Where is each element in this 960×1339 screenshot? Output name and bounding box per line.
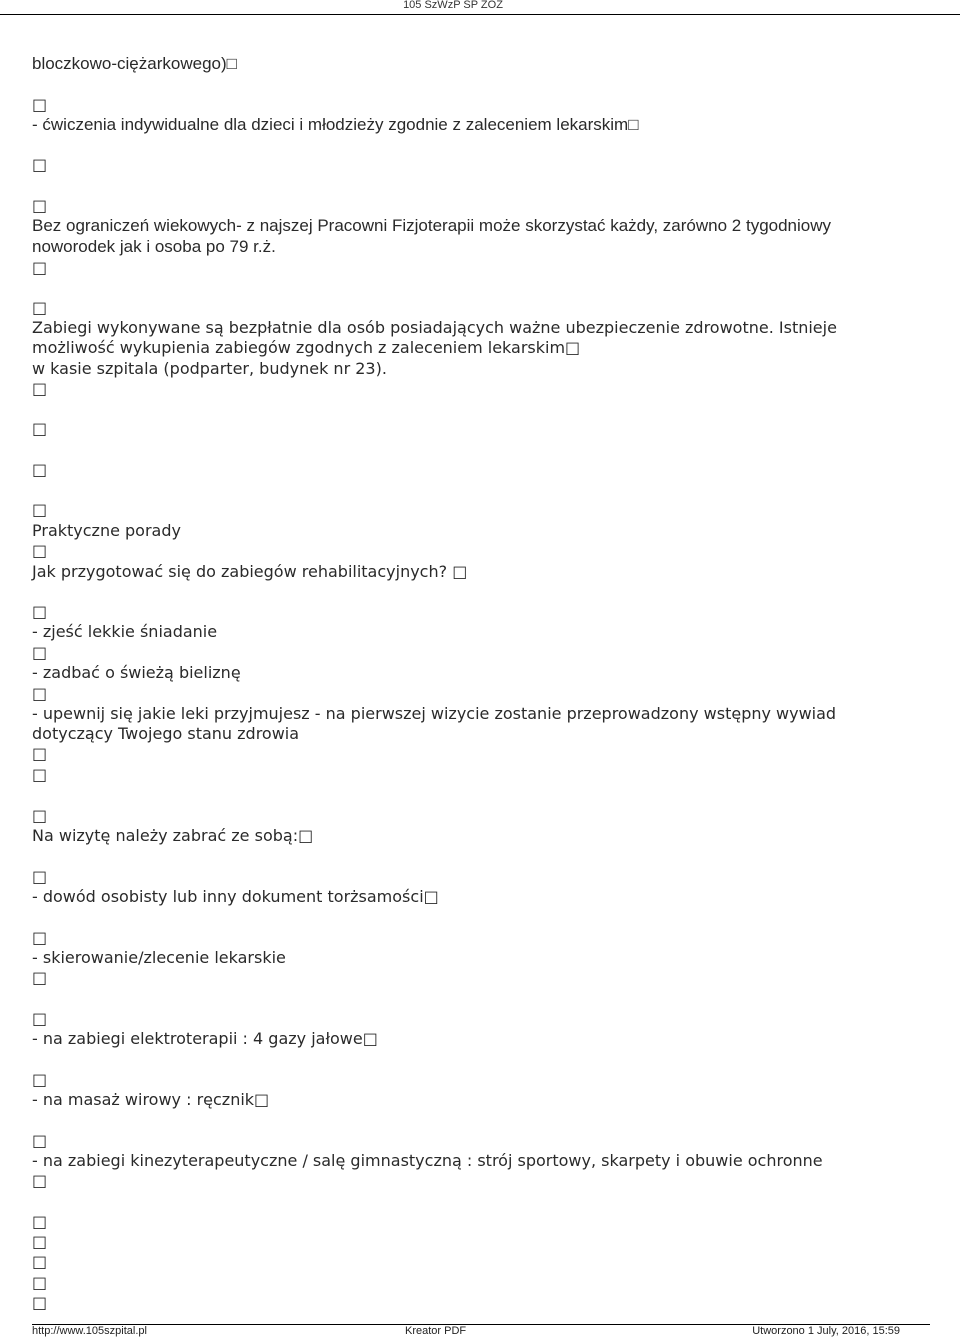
- checkbox-glyph: □: [32, 1232, 48, 1251]
- text-line: w kasie szpitala (podparter, budynek nr 23).: [32, 359, 387, 378]
- checkbox-glyph: □: [32, 95, 48, 114]
- checkbox-glyph: □: [32, 460, 48, 479]
- footer-created: Utworzono 1 July, 2016, 15:59: [752, 1325, 900, 1337]
- header-title: 105 SzWzP SP ZOZ: [403, 0, 503, 11]
- checkbox-glyph: □: [32, 196, 48, 215]
- checkbox-glyph: □: [32, 379, 48, 398]
- checkbox-glyph: □: [32, 602, 48, 621]
- checkbox-glyph: □: [32, 541, 48, 560]
- page-footer: [32, 1324, 930, 1339]
- checkbox-glyph: □: [32, 1070, 48, 1089]
- checkbox-glyph: □: [32, 1212, 48, 1231]
- checkbox-glyph: □: [32, 1171, 48, 1190]
- checkbox-glyph: □: [32, 643, 48, 662]
- checkbox-glyph: □: [32, 765, 48, 784]
- section-heading: Praktyczne porady: [32, 521, 181, 540]
- text-line: - zadbać o świeżą bieliznę: [32, 663, 241, 682]
- checkbox-glyph: □: [32, 500, 48, 519]
- text-line: - na masaż wirowy : ręcznik□: [32, 1090, 270, 1109]
- text-line: - ćwiczenia indywidualne dla dzieci i młodzieży zgodnie z zaleceniem lekarskim□: [32, 115, 639, 134]
- text-line: Na wizytę należy zabrać ze sobą:□: [32, 826, 314, 845]
- checkbox-glyph: □: [32, 867, 48, 886]
- text-line: - na zabiegi elektroterapii : 4 gazy jałowe□: [32, 1029, 378, 1048]
- text-line: Bez ograniczeń wiekowych- z najszej Pracowni Fizjoterapii może skorzystać każdy, zarówno 2 tygodniowy: [32, 216, 832, 235]
- text-line: Jak przygotować się do zabiegów rehabilitacyjnych? □: [32, 562, 468, 581]
- text-line: - dowód osobisty lub inny dokument torżsamości□: [32, 887, 439, 906]
- checkbox-glyph: □: [32, 806, 48, 825]
- text-line: - na zabiegi kinezyterapeutyczne / salę gimnastyczną : strój sportowy, skarpety i obuwie ochronne: [32, 1151, 823, 1170]
- text-line: - upewnij się jakie leki przyjmujesz - na pierwszej wizycie zostanie przeprowadzony wstępny wywiad: [32, 704, 837, 723]
- text-line: Zabiegi wykonywane są bezpłatnie dla osób posiadających ważne ubezpieczenie zdrowotne. Istnieje: [32, 318, 837, 337]
- checkbox-glyph: □: [32, 968, 48, 987]
- text-line: - zjeść lekkie śniadanie: [32, 622, 218, 641]
- text-line: - skierowanie/zlecenie lekarskie: [32, 948, 286, 967]
- checkbox-glyph: □: [32, 155, 48, 174]
- checkbox-glyph: □: [32, 1252, 48, 1271]
- page-header: [0, 0, 960, 15]
- checkbox-glyph: □: [32, 258, 48, 277]
- checkbox-glyph: □: [32, 419, 48, 438]
- checkbox-glyph: □: [32, 928, 48, 947]
- text-line: noworodek jak i osoba po 79 r.ż.: [32, 237, 276, 256]
- text-line: możliwość wykupienia zabiegów zgodnych z zaleceniem lekarskim□: [32, 338, 581, 357]
- text-line: dotyczący Twojego stanu zdrowia: [32, 724, 300, 743]
- text-line: bloczkowo-ciężarkowego)□: [32, 54, 237, 73]
- checkbox-glyph: □: [32, 1009, 48, 1028]
- footer-url-link[interactable]: http://www.105szpital.pl: [32, 1325, 147, 1337]
- checkbox-glyph: □: [32, 1293, 48, 1312]
- checkbox-glyph: □: [32, 684, 48, 703]
- checkbox-glyph: □: [32, 298, 48, 317]
- footer-generator: Kreator PDF: [405, 1325, 467, 1337]
- checkbox-glyph: □: [32, 744, 48, 763]
- checkbox-glyph: □: [32, 1273, 48, 1292]
- checkbox-glyph: □: [32, 1131, 48, 1150]
